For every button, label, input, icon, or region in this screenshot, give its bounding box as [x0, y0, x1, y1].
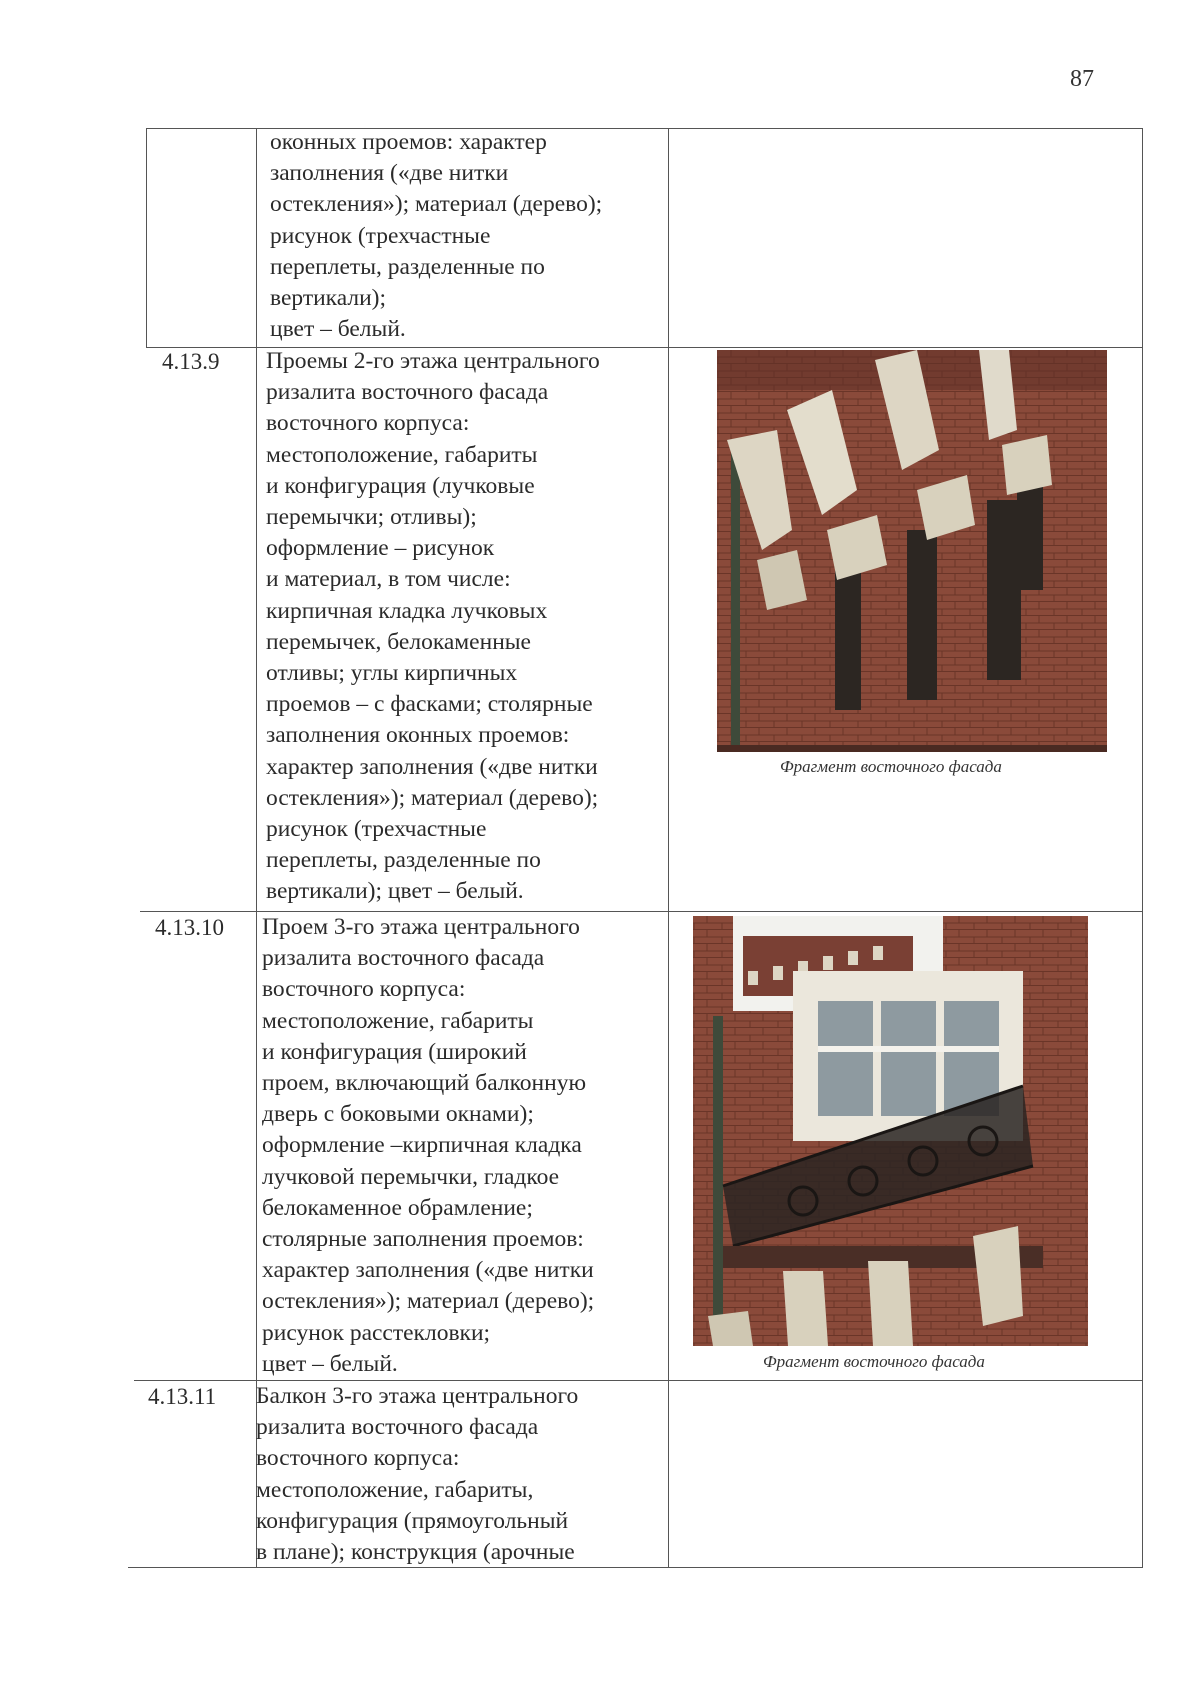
photo-caption: Фрагмент восточного фасада [763, 1352, 985, 1371]
row-number: 4.13.10 [155, 915, 224, 940]
row-description: Проем 3-го этажа центрального ризалита восточного фасада восточного корпуса: местоположение, габариты и конфигурация (широкий проем, включающий балконную дверь с боковыми окнами); оформление –кирпичная кладка лучковой перемычки, гладкое белокаменное обрамление; столярные заполнения проемов: характер заполнения («две нитки остекления»); материал (дерево); рисунок расстекловки; цвет – белый. [262, 914, 595, 1377]
row-number: 4.13.11 [148, 1384, 217, 1409]
facade-photo-brackets [717, 350, 1107, 752]
page-number: 87 [1070, 66, 1094, 92]
row-description: Балкон 3-го этажа центрального ризалита восточного фасада восточного корпуса: местоположение, габариты, конфигурация (прямоугольный в плане); конструкция (арочные [256, 1383, 579, 1566]
table-rule [668, 128, 669, 1567]
photo-caption: Фрагмент восточного фасада [780, 757, 1002, 776]
table-rule [1142, 128, 1143, 1567]
row-description: оконных проемов: характер заполнения («две нитки остекления»); материал (дерево); рисунок (трехчастные переплеты, разделенные по вертикали); цвет – белый. [270, 129, 603, 343]
row-description: Проемы 2-го этажа центрального ризалита восточного фасада восточного корпуса: местоположение, габариты и конфигурация (лучковые перемычки; отливы); оформление – рисунок и материал, в том числе: кирпичная кладка лучковых перемычек, белокаменные отливы; углы кирпичных проемов – с фасками; столярные заполнения оконных проемов: характер заполнения («две нитки остекления»); материал (дерево); рисунок (трехчастные переплеты, разделенные по вертикали); цвет – белый. [266, 348, 600, 905]
table-rule [146, 128, 147, 347]
facade-photo-balcony [693, 916, 1088, 1346]
table-rule [256, 128, 257, 1567]
row-number: 4.13.9 [162, 349, 220, 374]
